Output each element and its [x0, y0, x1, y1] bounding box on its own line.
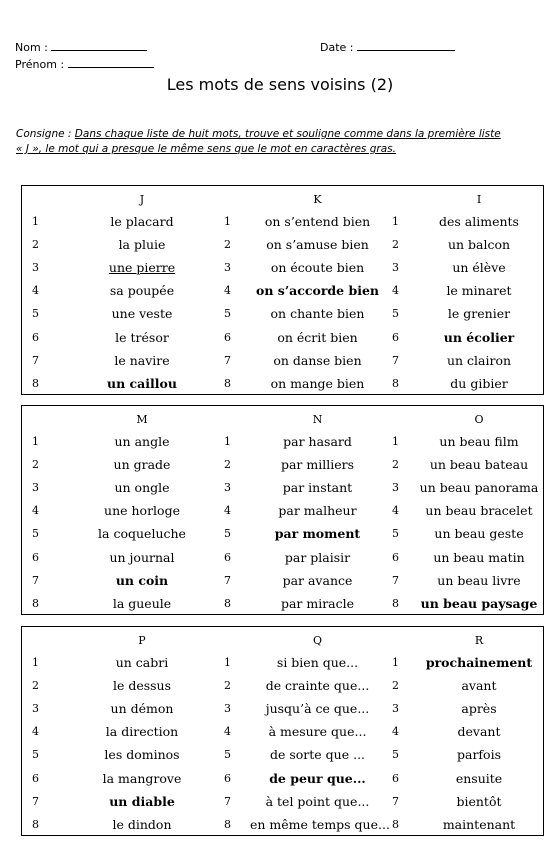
word-option[interactable]: la gueule — [112, 595, 172, 611]
column-letters-row — [22, 188, 543, 211]
word-option[interactable]: un beau matin — [433, 549, 525, 565]
item-number: 1 — [32, 435, 39, 448]
column-letter: R — [474, 634, 484, 647]
item-number: 3 — [392, 702, 399, 716]
word-option[interactable]: de sorte que ... — [269, 747, 366, 763]
word-row — [22, 813, 543, 836]
word-option[interactable]: une veste — [111, 306, 173, 322]
word-block-1 — [21, 185, 544, 395]
item-number: 3 — [392, 481, 399, 495]
item-number: 1 — [224, 215, 231, 228]
word-row — [22, 767, 543, 790]
word-option[interactable]: sa poupée — [109, 283, 175, 299]
word-row — [22, 499, 543, 522]
item-number: 8 — [392, 596, 399, 610]
word-option[interactable]: de crainte que... — [265, 678, 370, 694]
item-number: 6 — [392, 771, 399, 785]
item-number: 6 — [32, 771, 39, 785]
column-letters-row — [22, 629, 543, 652]
item-number: 2 — [224, 679, 231, 693]
word-row — [22, 372, 543, 395]
word-row — [22, 592, 543, 615]
name-blank[interactable] — [51, 40, 147, 51]
target-word: de peur que... — [269, 770, 366, 786]
item-number: 8 — [32, 376, 39, 390]
item-number: 6 — [392, 330, 399, 344]
item-number: 2 — [32, 458, 39, 472]
word-option[interactable]: par instant — [282, 480, 353, 496]
target-word: un coin — [115, 572, 169, 588]
word-option[interactable]: le navire — [114, 352, 170, 368]
word-option[interactable]: bientôt — [456, 793, 502, 809]
word-row — [22, 674, 543, 697]
item-number: 1 — [224, 435, 231, 448]
word-option[interactable]: à tel point que... — [265, 793, 370, 809]
word-option[interactable]: par hasard — [283, 434, 352, 449]
item-number: 8 — [224, 376, 231, 390]
instructions-text-2: « J », le mot qui a presque le même sens que le mot en caractères gras. — [16, 143, 396, 155]
item-number: 1 — [392, 215, 399, 228]
name-field[interactable] — [15, 40, 147, 54]
word-option[interactable]: une horloge — [104, 503, 180, 519]
item-number: 3 — [392, 261, 399, 275]
word-option[interactable]: on s’amuse bien — [266, 237, 369, 253]
item-number: 4 — [32, 725, 39, 739]
item-number: 2 — [32, 238, 39, 252]
word-option[interactable]: un angle — [114, 434, 170, 449]
word-row — [22, 326, 543, 349]
word-row — [22, 546, 543, 569]
word-row — [22, 430, 543, 453]
item-number: 2 — [32, 679, 39, 693]
item-number: 5 — [392, 307, 399, 321]
target-word: on s’accorde bien — [256, 283, 379, 299]
target-word: par moment — [274, 526, 361, 542]
word-row — [22, 233, 543, 256]
word-option[interactable]: on mange bien — [270, 375, 365, 391]
target-word: prochainement — [425, 655, 533, 670]
word-option[interactable]: ensuite — [455, 770, 503, 786]
item-number: 7 — [32, 353, 39, 367]
item-number: 6 — [224, 771, 231, 785]
item-number: 5 — [224, 748, 231, 762]
item-number: 7 — [32, 794, 39, 808]
word-option[interactable]: un journal — [109, 549, 175, 565]
instructions-text-1: Dans chaque liste de huit mots, trouve et souligne comme dans la première liste — [74, 128, 501, 140]
item-number: 7 — [392, 573, 399, 587]
item-number: 6 — [32, 550, 39, 564]
instructions — [16, 127, 546, 157]
target-word: un écolier — [443, 329, 515, 345]
word-row — [22, 349, 543, 372]
prenom-label: Prénom : — [15, 58, 65, 71]
word-option[interactable]: le dindon — [112, 816, 172, 832]
item-number: 6 — [224, 550, 231, 564]
page-title: Les mots de sens voisins (2) — [166, 75, 394, 94]
item-number: 4 — [32, 504, 39, 518]
word-option[interactable]: on s’entend bien — [264, 214, 371, 229]
word-option[interactable]: un beau panorama — [419, 480, 539, 496]
item-number: 1 — [32, 656, 39, 669]
word-option[interactable]: un beau bateau — [429, 457, 529, 473]
word-row — [22, 279, 543, 302]
word-option[interactable]: maintenant — [442, 816, 516, 832]
item-number: 5 — [392, 748, 399, 762]
word-row — [22, 256, 543, 279]
word-option[interactable]: un cabri — [115, 655, 169, 670]
column-letter: O — [474, 413, 484, 426]
word-option[interactable]: par malheur — [278, 503, 357, 519]
target-word: un diable — [109, 793, 175, 809]
word-option[interactable]: par miracle — [280, 595, 355, 611]
word-option[interactable]: un beau film — [439, 434, 519, 449]
word-option[interactable]: par plaisir — [284, 549, 351, 565]
word-option[interactable]: un démon — [110, 701, 174, 717]
word-option[interactable]: jusqu’à ce que... — [265, 701, 370, 717]
word-option[interactable]: le minaret — [446, 283, 512, 299]
word-row — [22, 210, 543, 233]
item-number: 4 — [224, 504, 231, 518]
item-number: 4 — [32, 284, 39, 298]
column-letter: J — [139, 193, 145, 206]
word-option[interactable]: le grenier — [447, 306, 511, 322]
word-option[interactable]: on danse bien — [273, 352, 362, 368]
column-letter: K — [313, 193, 322, 206]
item-number: 2 — [392, 238, 399, 252]
word-option[interactable]: on écrit bien — [277, 329, 358, 345]
item-number: 5 — [32, 307, 39, 321]
word-block-2 — [21, 405, 544, 615]
word-option[interactable]: on écoute bien — [270, 260, 365, 276]
word-option[interactable]: un beau livre — [437, 572, 521, 588]
word-option[interactable]: un élève — [452, 260, 506, 276]
item-number: 2 — [392, 679, 399, 693]
column-letter: M — [136, 413, 148, 426]
instructions-line-2 — [16, 142, 546, 157]
word-option[interactable]: après — [461, 701, 497, 717]
date-blank[interactable] — [357, 40, 455, 51]
word-option[interactable]: avant — [461, 678, 497, 694]
item-number: 3 — [224, 702, 231, 716]
item-number: 4 — [392, 284, 399, 298]
item-number: 3 — [32, 702, 39, 716]
word-option[interactable]: un ongle — [114, 480, 170, 496]
word-option[interactable]: du gibier — [450, 375, 508, 391]
item-number: 5 — [32, 527, 39, 541]
item-number: 7 — [224, 573, 231, 587]
item-number: 8 — [224, 596, 231, 610]
word-option[interactable]: une pierre — [108, 260, 176, 276]
prenom-blank[interactable] — [68, 57, 154, 68]
word-option[interactable]: si bien que... — [276, 655, 359, 670]
column-letters-row — [22, 408, 543, 431]
item-number: 1 — [224, 656, 231, 669]
item-number: 1 — [392, 435, 399, 448]
word-option[interactable]: devant — [457, 724, 501, 740]
target-word: un beau paysage — [420, 595, 538, 611]
item-number: 3 — [224, 261, 231, 275]
word-option[interactable]: on chante bien — [270, 306, 365, 322]
word-option[interactable]: la direction — [105, 724, 179, 740]
item-number: 7 — [224, 794, 231, 808]
word-row — [22, 302, 543, 325]
item-number: 1 — [32, 215, 39, 228]
item-number: 4 — [224, 725, 231, 739]
column-letter: P — [138, 634, 146, 647]
word-row — [22, 476, 543, 499]
item-number: 2 — [224, 238, 231, 252]
item-number: 8 — [32, 596, 39, 610]
name-label: Nom : — [15, 41, 48, 54]
target-word: un caillou — [107, 375, 177, 391]
word-row — [22, 720, 543, 743]
instructions-label: Consigne : — [16, 128, 72, 140]
item-number: 4 — [392, 725, 399, 739]
item-number: 6 — [392, 550, 399, 564]
word-option[interactable]: le dessus — [112, 678, 172, 694]
word-option[interactable]: à mesure que... — [268, 724, 367, 740]
word-option[interactable]: un beau geste — [434, 526, 524, 542]
word-option[interactable]: par milliers — [280, 457, 355, 473]
item-number: 6 — [32, 330, 39, 344]
word-option[interactable]: en même temps que... — [250, 816, 390, 832]
word-option[interactable]: un beau bracelet — [425, 503, 533, 519]
item-number: 5 — [32, 748, 39, 762]
word-option[interactable]: des aliments — [439, 214, 519, 229]
word-row — [22, 743, 543, 766]
item-number: 7 — [392, 794, 399, 808]
word-row — [22, 453, 543, 476]
word-option[interactable]: par avance — [282, 572, 353, 588]
word-option[interactable]: un balcon — [447, 237, 511, 253]
item-number: 6 — [224, 330, 231, 344]
item-number: 2 — [392, 458, 399, 472]
word-option[interactable]: parfois — [457, 747, 501, 763]
word-option[interactable]: la pluie — [118, 237, 166, 253]
word-option[interactable]: un clairon — [446, 352, 512, 368]
word-option[interactable]: la coqueluche — [98, 526, 186, 542]
word-row — [22, 651, 543, 674]
item-number: 3 — [32, 481, 39, 495]
item-number: 5 — [392, 527, 399, 541]
item-number: 5 — [224, 527, 231, 541]
prenom-field[interactable] — [15, 57, 154, 71]
item-number: 7 — [224, 353, 231, 367]
item-number: 3 — [224, 481, 231, 495]
column-letter: I — [476, 193, 482, 206]
item-number: 2 — [224, 458, 231, 472]
item-number: 1 — [392, 656, 399, 669]
item-number: 4 — [224, 284, 231, 298]
item-number: 7 — [392, 353, 399, 367]
word-option[interactable]: le placard — [110, 214, 174, 229]
word-row — [22, 790, 543, 813]
instructions-line-1 — [16, 127, 546, 142]
word-row — [22, 697, 543, 720]
item-number: 8 — [224, 817, 231, 831]
word-option[interactable]: un grade — [113, 457, 171, 473]
item-number: 8 — [32, 817, 39, 831]
item-number: 7 — [32, 573, 39, 587]
word-option[interactable]: le trésor — [115, 329, 169, 345]
word-row — [22, 569, 543, 592]
date-label: Date : — [320, 41, 354, 54]
word-option[interactable]: la mangrove — [102, 770, 182, 786]
item-number: 5 — [224, 307, 231, 321]
column-letter: Q — [312, 634, 323, 647]
word-row — [22, 522, 543, 545]
word-option[interactable]: les dominos — [104, 747, 180, 763]
column-letter: N — [312, 413, 323, 426]
item-number: 3 — [32, 261, 39, 275]
item-number: 8 — [392, 376, 399, 390]
item-number: 4 — [392, 504, 399, 518]
word-block-3 — [21, 626, 544, 836]
item-number: 8 — [392, 817, 399, 831]
date-field[interactable] — [320, 40, 455, 54]
